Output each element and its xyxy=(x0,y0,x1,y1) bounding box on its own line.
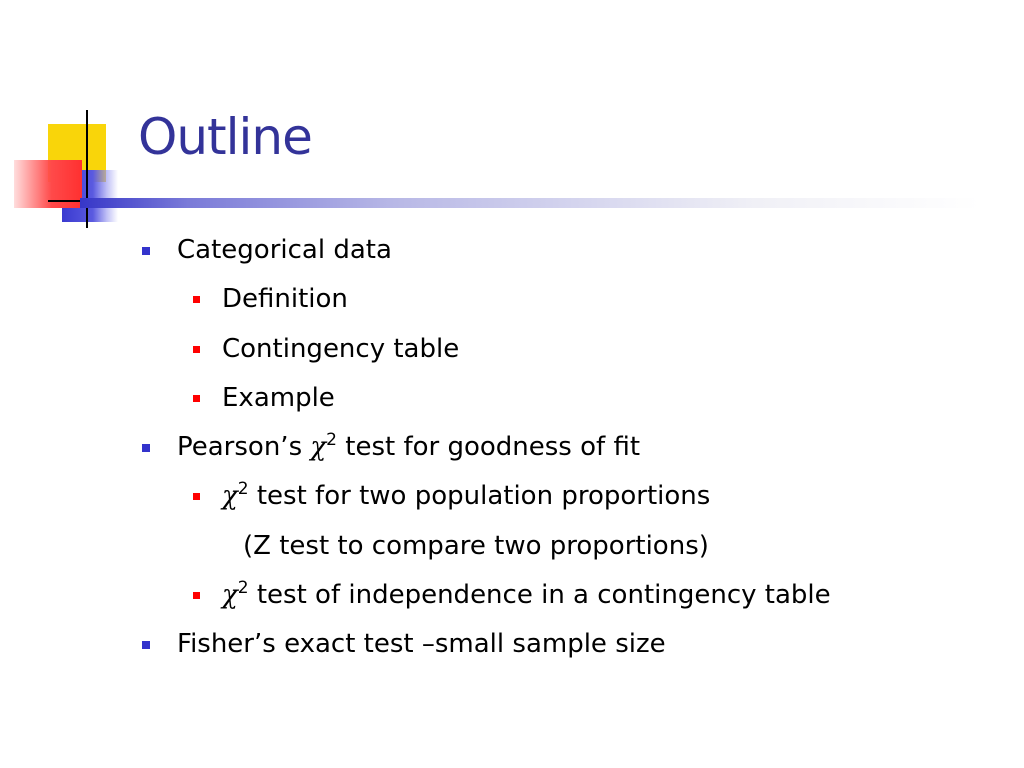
list-item xyxy=(0,571,831,620)
item-text: Example xyxy=(222,382,335,413)
outline-list xyxy=(0,226,831,670)
list-item xyxy=(0,472,831,521)
item-text-prefix: Pearson’s xyxy=(177,432,311,463)
vertical-line-decoration xyxy=(86,110,88,228)
superscript-two: 2 xyxy=(237,578,249,599)
square-bullet-icon xyxy=(193,493,200,500)
list-item xyxy=(0,226,831,275)
slide-title: Outline xyxy=(138,108,312,166)
superscript-two: 2 xyxy=(237,479,249,500)
item-text: Categorical data xyxy=(177,235,392,265)
square-bullet-icon xyxy=(193,395,200,402)
superscript-two: 2 xyxy=(326,430,337,451)
list-item xyxy=(0,423,831,472)
list-item xyxy=(0,620,831,669)
title-underline-rule xyxy=(80,198,980,208)
chi-symbol: χ xyxy=(222,481,238,512)
list-item xyxy=(0,374,831,423)
chi-symbol: χ xyxy=(310,432,327,463)
list-item xyxy=(0,325,831,374)
square-bullet-icon xyxy=(193,346,200,353)
item-text: Definition xyxy=(222,284,348,315)
item-text: Contingency table xyxy=(222,333,460,364)
square-bullet-icon xyxy=(193,592,200,599)
item-text-suffix: test of independence in a contingency table xyxy=(248,580,831,611)
chi-symbol: χ xyxy=(222,580,238,611)
list-item-continuation xyxy=(0,522,831,571)
item-text-suffix: test for two population proportions xyxy=(248,481,711,512)
square-bullet-icon xyxy=(193,296,200,303)
item-text: Fisher’s exact test –small sample size xyxy=(177,629,666,660)
square-bullet-icon xyxy=(142,444,150,452)
square-bullet-icon xyxy=(142,641,150,649)
item-text-suffix: test for goodness of fit xyxy=(336,432,641,463)
square-bullet-icon xyxy=(142,247,150,255)
list-item xyxy=(0,275,831,324)
item-text: (Z test to compare two proportions) xyxy=(243,530,709,561)
